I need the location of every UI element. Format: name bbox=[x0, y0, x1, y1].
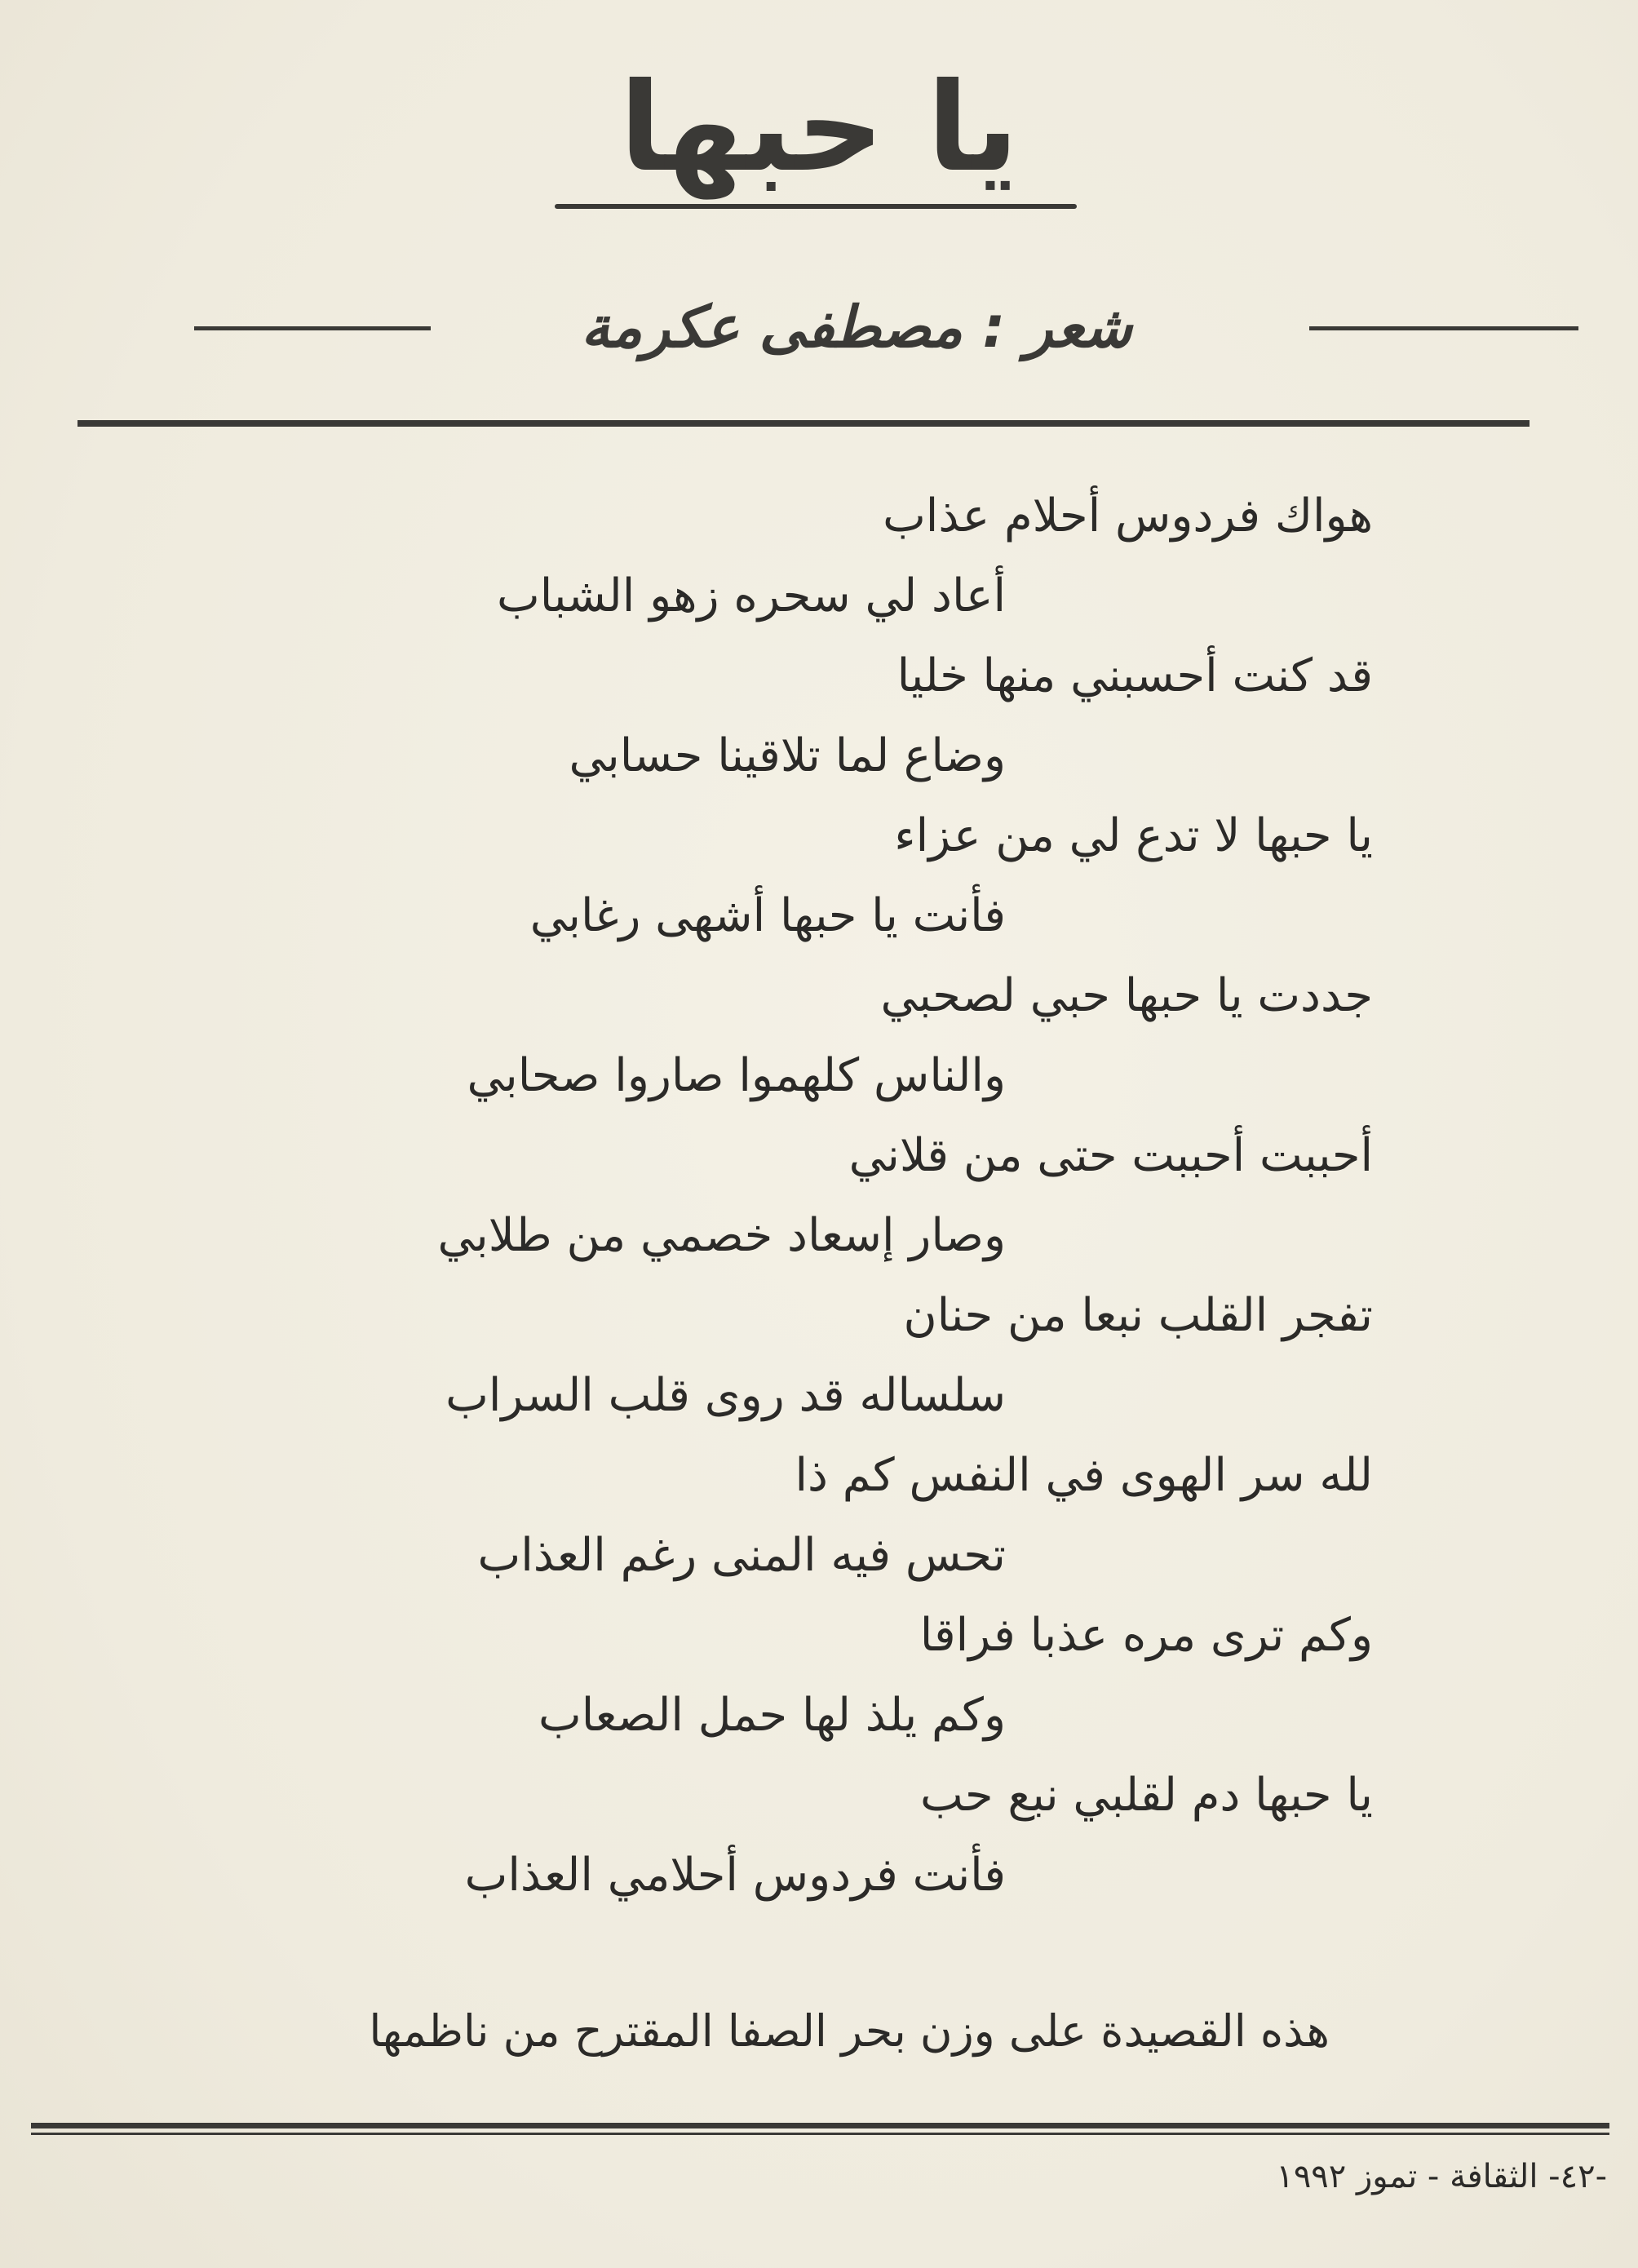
poet-byline: شعر : مصطفى عكرمة bbox=[581, 294, 1132, 361]
verse-first-hemistich: تفجر القلب نبعا من حنان bbox=[903, 1289, 1373, 1342]
verse-first-hemistich: وكم ترى مره عذبا فراقا bbox=[919, 1609, 1373, 1662]
verse-second-hemistich: فأنت فردوس أحلامي العذاب bbox=[464, 1849, 1006, 1902]
page-footer: -٤٢- الثقافة - تموز ١٩٩٢ bbox=[1276, 2158, 1607, 2195]
poem-footnote: هذه القصيدة على وزن بحر الصفا المقترح من ناظمها bbox=[369, 2005, 1330, 2057]
verse-first-hemistich: يا حبها دم لقلبي نبع حب bbox=[919, 1769, 1373, 1822]
verse-second-hemistich: سلساله قد روى قلب السراب bbox=[445, 1369, 1006, 1422]
byline-rule-right bbox=[1309, 326, 1578, 330]
footer-divider-thin bbox=[31, 2133, 1609, 2135]
verse-first-hemistich: جددت يا حبها حبي لصحبي bbox=[880, 969, 1373, 1022]
verse-second-hemistich: أعاد لي سحره زهو الشباب bbox=[497, 569, 1006, 622]
verse-second-hemistich: والناس كلهموا صاروا صحابي bbox=[467, 1049, 1006, 1102]
verse-second-hemistich: فأنت يا حبها أشهى رغابي bbox=[529, 889, 1006, 942]
verse-first-hemistich: قد كنت أحسبني منها خليا bbox=[896, 649, 1373, 702]
header-divider bbox=[77, 420, 1530, 427]
verse-second-hemistich: وضاع لما تلاقينا حسابي bbox=[569, 729, 1006, 782]
poem-body bbox=[0, 489, 1638, 1925]
verse-second-hemistich: وصار إسعاد خصمي من طلابي bbox=[437, 1209, 1006, 1262]
verse-first-hemistich: يا حبها لا تدع لي من عزاء bbox=[894, 809, 1373, 862]
byline-rule-left bbox=[194, 326, 431, 330]
verse-second-hemistich: وكم يلذ لها حمل الصعاب bbox=[538, 1689, 1006, 1742]
verse-first-hemistich: أحببت أحببت حتى من قلاني bbox=[848, 1129, 1373, 1182]
footer-divider bbox=[31, 2123, 1609, 2128]
poem-title: يا حبها bbox=[619, 57, 1019, 199]
title-underline bbox=[555, 204, 1077, 209]
verse-second-hemistich: تحس فيه المنى رغم العذاب bbox=[477, 1529, 1006, 1582]
verse-first-hemistich: لله سر الهوى في النفس كم ذا bbox=[795, 1449, 1373, 1502]
verse-first-hemistich: هواك فردوس أحلام عذاب bbox=[883, 489, 1373, 543]
